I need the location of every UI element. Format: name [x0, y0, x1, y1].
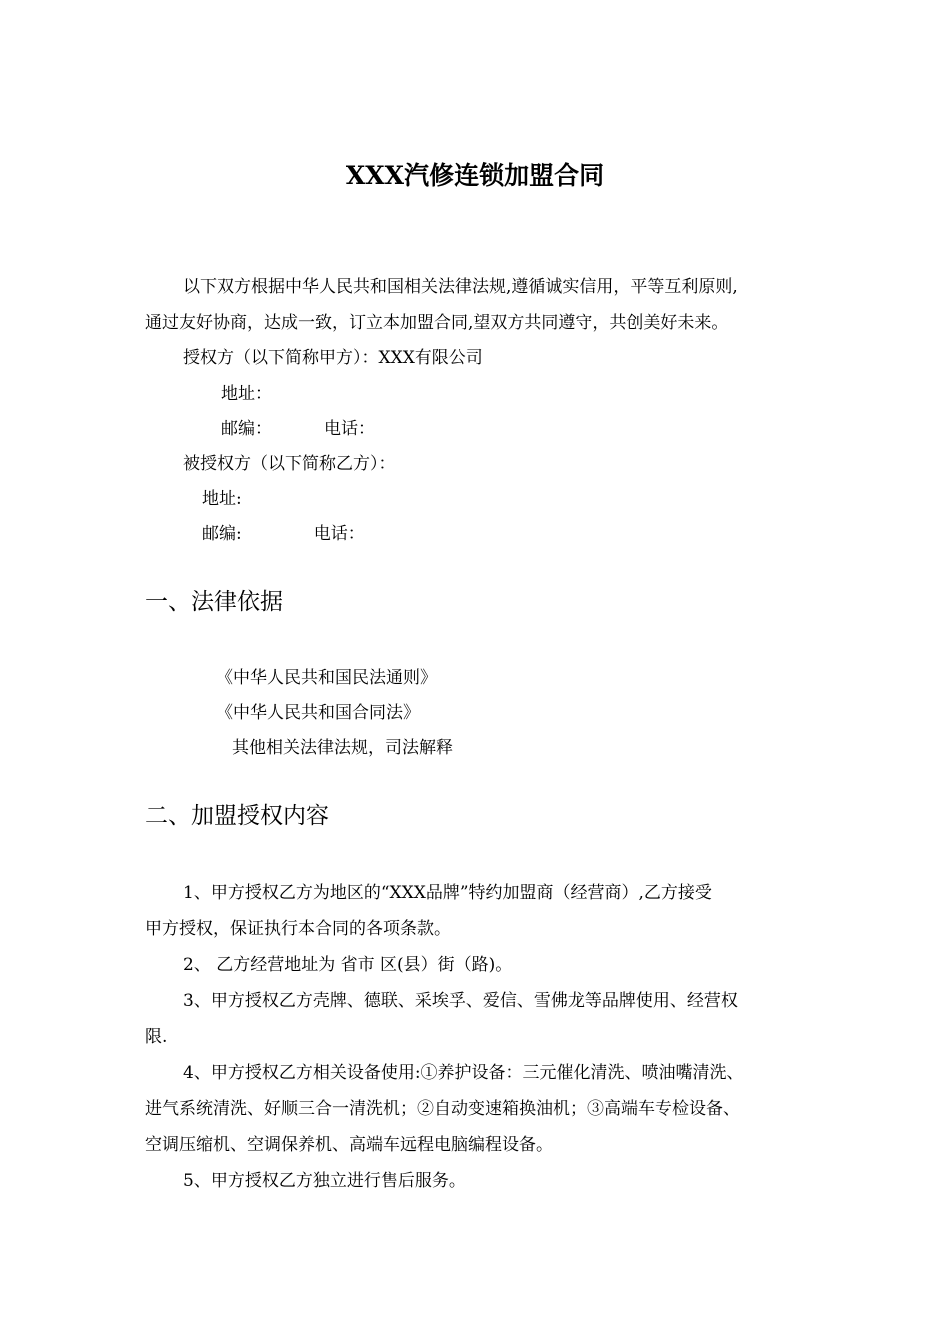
- party-b-label: 被授权方（以下简称乙方）：: [183, 454, 396, 474]
- law-item: 其他相关法律法规，司法解释: [232, 738, 453, 758]
- clause-4-line-3: 空调压缩机、空调保养机、高端车远程电脑编程设备。: [145, 1135, 553, 1155]
- party-a-postcode-label: 邮编：: [221, 419, 272, 439]
- section-2-heading: 二、加盟授权内容: [145, 803, 329, 829]
- party-a-contact-line: [221, 418, 375, 440]
- clause-2: 2、 乙方经营地址为 省市 区(县）街（路)。: [183, 955, 513, 975]
- document-title: XXX汽修连锁加盟合同: [345, 161, 605, 190]
- clause-3-line-1: 3、甲方授权乙方壳牌、德联、采埃孚、爱信、雪佛龙等品牌使用、经营权: [183, 991, 738, 1011]
- clause-4-line-2: 进气系统清洗、好顺三合一清洗机；②自动变速箱换油机；③高端车专检设备、: [145, 1099, 740, 1119]
- party-b-phone-label: 电话：: [313, 524, 365, 544]
- section-1-heading: 一、法律依据: [145, 589, 283, 615]
- party-b-postcode-label: 邮编:: [202, 524, 242, 544]
- law-item: 《中华人民共和国民法通则》: [216, 668, 437, 688]
- party-a-phone-label: 电话：: [324, 419, 375, 439]
- party-a-address-label: 地址：: [221, 384, 272, 404]
- clause-5: 5、甲方授权乙方独立进行售后服务。: [183, 1171, 466, 1191]
- clause-4-line-1: 4、甲方授权乙方相关设备使用:①养护设备：三元催化清洗、喷油嘴清洗、: [183, 1063, 744, 1083]
- party-a-line: [183, 347, 483, 369]
- party-a-name: XXX有限公司: [378, 348, 483, 368]
- clause-1-line-2: 甲方授权，保证执行本合同的各项条款。: [145, 919, 451, 939]
- intro-line-1: 以下双方根据中华人民共和国相关法律法规,遵循诚实信用，平等互利原则,: [183, 277, 738, 297]
- clause-3-line-2: 限.: [145, 1027, 168, 1047]
- party-b-address-label: 地址:: [202, 489, 242, 509]
- law-item: 《中华人民共和国合同法》: [216, 703, 420, 723]
- clause-1-line-1: 1、甲方授权乙方为地区的“XXX品牌”特约加盟商（经营商）,乙方接受: [183, 883, 712, 903]
- party-b-contact-line: [202, 523, 365, 545]
- intro-line-2: 通过友好协商，达成一致，订立本加盟合同,望双方共同遵守，共创美好未来。: [145, 313, 729, 333]
- party-a-label: 授权方（以下简称甲方）：: [183, 348, 379, 368]
